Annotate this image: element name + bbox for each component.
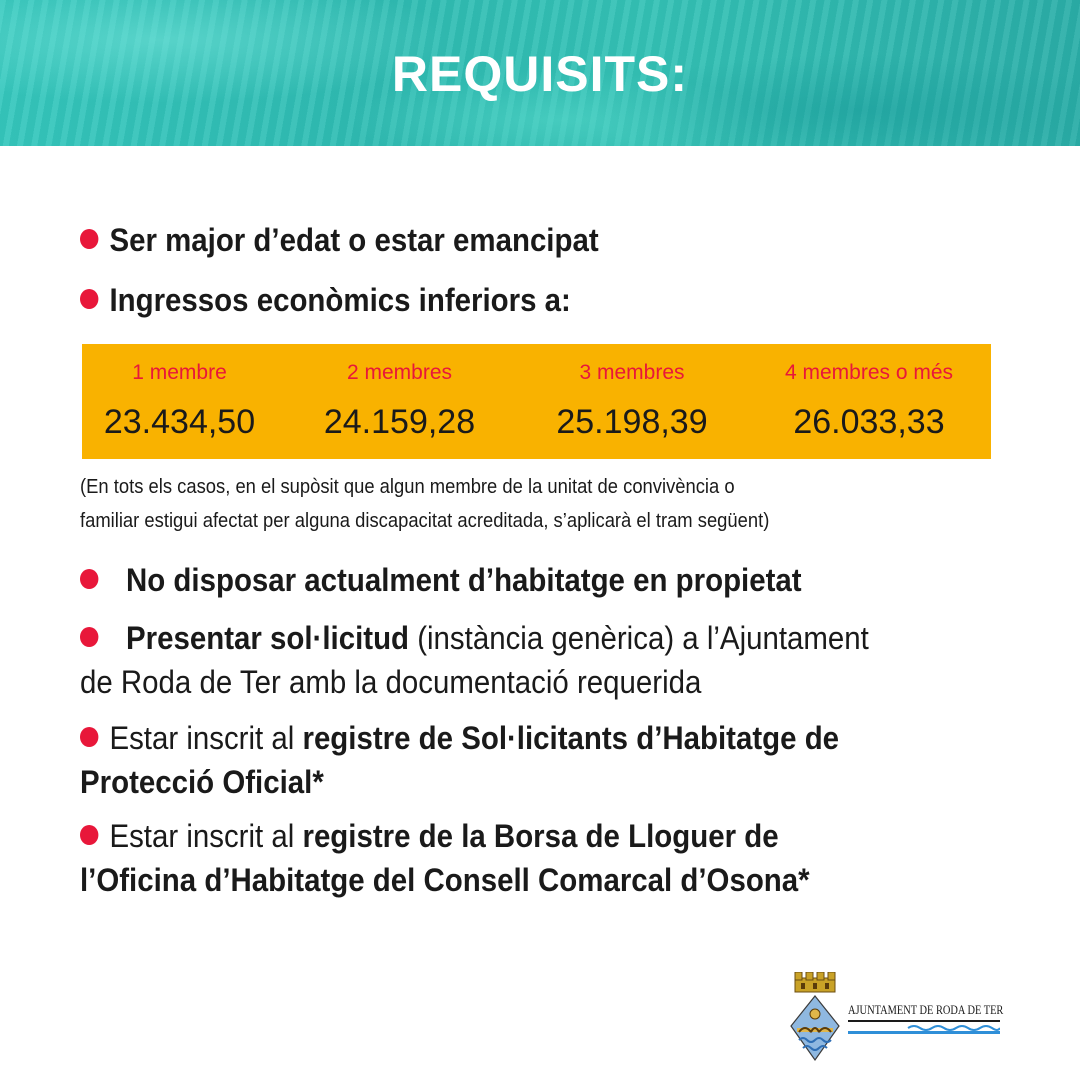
- income-col-4: [747, 344, 991, 459]
- requirement-no-property-text: No disposar actualment d’habitatge en propietat: [126, 562, 802, 598]
- header-banner: [0, 0, 1080, 146]
- requirement-application: [80, 616, 1000, 704]
- town-hall-logo: [785, 972, 1015, 1067]
- requirement-age-text: Ser major d’edat o estar emancipat: [109, 222, 599, 258]
- members-label: 4 membres o més: [784, 361, 954, 384]
- income-col-3: [517, 344, 747, 459]
- income-note-line: (En tots els casos, en el supòsit que algun membre de la unitat de convivència o: [80, 476, 735, 498]
- income-note-line: familiar estigui afectat per alguna discapacitat acreditada, s’aplicarà el tram següent): [80, 510, 770, 532]
- registry-bold-text: registre de Sol·licitants d’Habitatge de: [302, 720, 840, 756]
- requirement-no-property: [80, 558, 1000, 602]
- income-amount: 26.033,33: [793, 403, 945, 441]
- application-text-line2: de Roda de Ter amb la documentació requerida: [80, 664, 702, 700]
- members-label: 2 membres: [346, 361, 453, 384]
- income-note: [80, 470, 1000, 538]
- income-col-1: [82, 344, 277, 459]
- members-label: 3 membres: [579, 361, 685, 384]
- income-amount: 23.434,50: [103, 403, 256, 441]
- application-text: (instància genèrica) a l’Ajuntament: [409, 620, 869, 656]
- registry-prefix: Estar inscrit al: [109, 818, 303, 854]
- registry-bold-text: registre de la Borsa de Lloguer de: [302, 818, 779, 854]
- requirement-income: [80, 278, 1000, 322]
- bullet-icon: [80, 229, 98, 249]
- income-col-2: [282, 344, 517, 459]
- application-bold-text: Presentar sol·licitud: [126, 620, 410, 656]
- registry-prefix: Estar inscrit al: [109, 720, 303, 756]
- requirement-registry-vpo: [80, 716, 1000, 804]
- logo-text: AJUNTAMENT DE RODA DE TER: [848, 1002, 1004, 1017]
- page-title: REQUISITS:: [391, 46, 689, 102]
- coat-of-arms-icon: [785, 972, 845, 1067]
- requirement-registry-rental: [80, 814, 1000, 902]
- requirement-income-text: Ingressos econòmics inferiors a:: [109, 282, 571, 318]
- bullet-icon: [80, 727, 98, 747]
- income-amount: 24.159,28: [323, 403, 476, 441]
- bullet-icon: [80, 569, 98, 589]
- bullet-icon: [80, 289, 98, 309]
- registry-bold-text-line2: Protecció Oficial*: [80, 764, 324, 800]
- members-label: 1 membre: [132, 361, 227, 384]
- income-table: [82, 344, 991, 459]
- bullet-icon: [80, 825, 98, 845]
- requirement-age: [80, 218, 1000, 262]
- bullet-icon: [80, 627, 98, 647]
- income-amount: 25.198,39: [556, 403, 708, 441]
- river-waves-icon: [848, 1020, 1000, 1034]
- registry-bold-text-line2: l’Oficina d’Habitatge del Consell Comarcal d’Osona*: [80, 862, 810, 898]
